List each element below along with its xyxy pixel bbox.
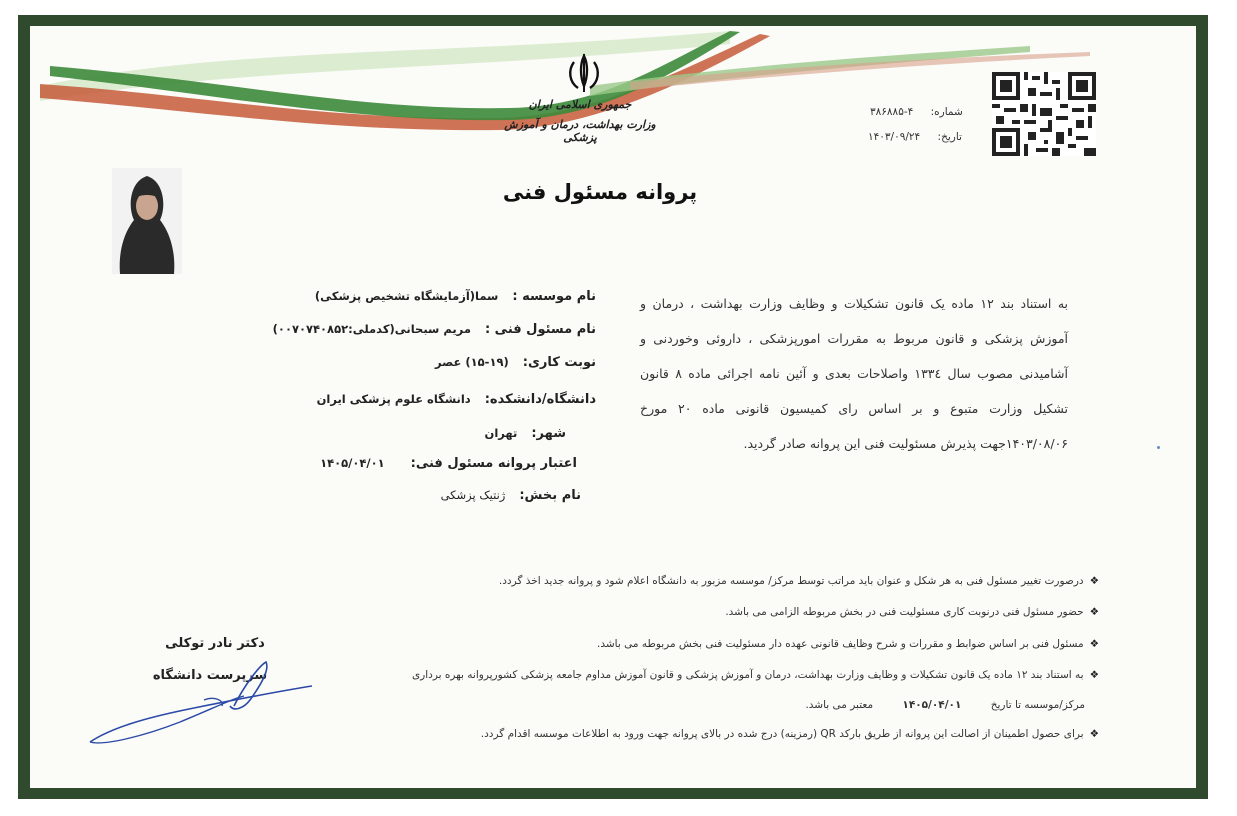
note-date: ۱۴۰۵/۰۴/۰۱ — [902, 699, 962, 711]
bullet-icon: ❖ — [1089, 669, 1099, 681]
bullet-icon: ❖ — [1089, 575, 1099, 587]
handwritten-signature — [84, 656, 316, 750]
bullet-icon: ❖ — [1089, 728, 1099, 740]
bullet-icon: ❖ — [1089, 606, 1099, 618]
note-item-continued — [805, 699, 1085, 711]
iran-emblem-icon — [560, 52, 608, 96]
field-row — [441, 488, 581, 503]
note-text: مسئول فنی بر اساس ضوابط و مقررات و شرح وظایف قانونی عهده دار مسئولیت فنی بخش مربوطه می باشد. — [597, 638, 1084, 650]
field-value: سما(آزمایشگاه تشخیص پزشکی) — [314, 289, 499, 303]
field-value: ۱۴۰۵/۰۴/۰۱ — [320, 456, 385, 470]
field-value: دانشگاه علوم پزشکی ایران — [316, 392, 471, 406]
signatory-role: سرپرست دانشگاه — [152, 668, 268, 683]
government-name: جمهوری اسلامی ایران — [528, 98, 632, 111]
certificate-title: پروانه مسئول فنی — [502, 180, 698, 204]
field-row — [320, 456, 577, 471]
field-label: نام موسسه : — [512, 289, 596, 304]
note-text: مرکز/موسسه تا تاریخ — [990, 699, 1085, 711]
date-row — [868, 131, 962, 143]
ministry-name: وزارت بهداشت، درمان و آموزش پزشکی — [504, 118, 656, 144]
field-label: شهر: — [531, 426, 566, 441]
field-row — [485, 426, 566, 441]
field-row — [273, 322, 596, 337]
bullet-icon: ❖ — [1089, 638, 1099, 650]
holder-photo — [112, 168, 182, 274]
certificate-body-text: به استناد بند ۱۲ ماده یک قانون تشکیلات و وظایف وزارت بهداشت ، درمان و آموزش پزشکی و قانون مربوط به مقررات امورپزشکی ، داروئی وخوردنی و آشامیدنی مصوب سال ۱۳۳٤ واصلاحات بعدی و آئین نامه اجرائی ماده ۸ قانون تشکیل وزارت متبوع و بر اساس رای کمیسیون قانونی ماده ۲۰ مورخ ۱۴۰۳/۰۸/۰۶جهت پذیرش مسئولیت فنی این پروانه صادر گردید. — [640, 296, 1069, 451]
note-item — [597, 638, 1099, 650]
note-text: معتبر می باشد. — [805, 699, 874, 711]
field-row — [315, 289, 596, 304]
number-row — [870, 106, 963, 118]
field-label: نام بخش: — [519, 488, 581, 503]
note-item — [725, 606, 1099, 618]
signatory-name: دکتر نادر توکلی — [165, 636, 265, 651]
note-text: حضور مسئول فنی درنوبت کاری مسئولیت فنی در بخش مربوطه الزامی می باشد. — [725, 606, 1084, 618]
date-value: ۱۴۰۳/۰۹/۲۴ — [868, 131, 921, 143]
note-text: درصورت تغییر مسئول فنی به هر شکل و عنوان باید مراتب توسط مرکز/ موسسه مزبور به دانشگاه اعلام شود و پروانه جدید اخذ گردد. — [498, 575, 1084, 587]
note-item — [481, 728, 1099, 740]
note-text: برای حصول اطمینان از اصالت این پروانه از طریق بارکد QR (رمزینه) درج شده در بالای پروانه جهت ورود به اطلاعات موسسه اقدام گردد. — [480, 728, 1084, 740]
field-value: مریم سبحانی(کدملی:۰۰۷۰۷۴۰۸۵۲) — [272, 322, 471, 336]
field-row — [435, 355, 596, 370]
note-text: به استناد بند ۱۲ ماده یک قانون تشکیلات و وظایف وزارت بهداشت، درمان و آموزش پزشکی و قانون آموزش مداوم جامعه پزشکی کشورپروانه بهره برداری — [411, 669, 1084, 681]
field-value: (۱۹-۱۵) عصر — [435, 355, 509, 369]
field-label: اعتبار پروانه مسئول فنی: — [410, 456, 577, 471]
qr-code-icon[interactable] — [992, 72, 1096, 156]
field-label: دانشگاه/دانشکده: — [484, 392, 596, 407]
note-item — [499, 575, 1099, 587]
note-item — [412, 669, 1099, 681]
number-label: شماره: — [930, 106, 963, 118]
field-label: نوبت کاری: — [522, 355, 596, 370]
number-value: ۴-۳۸۶۸۸۵ — [870, 106, 914, 118]
field-label: نام مسئول فنی : — [484, 322, 596, 337]
date-label: تاریخ: — [937, 131, 962, 143]
field-value: تهران — [484, 426, 518, 440]
stray-mark — [1157, 446, 1160, 449]
field-value: ژنتیک پزشکی — [440, 488, 506, 502]
field-row — [317, 392, 596, 407]
